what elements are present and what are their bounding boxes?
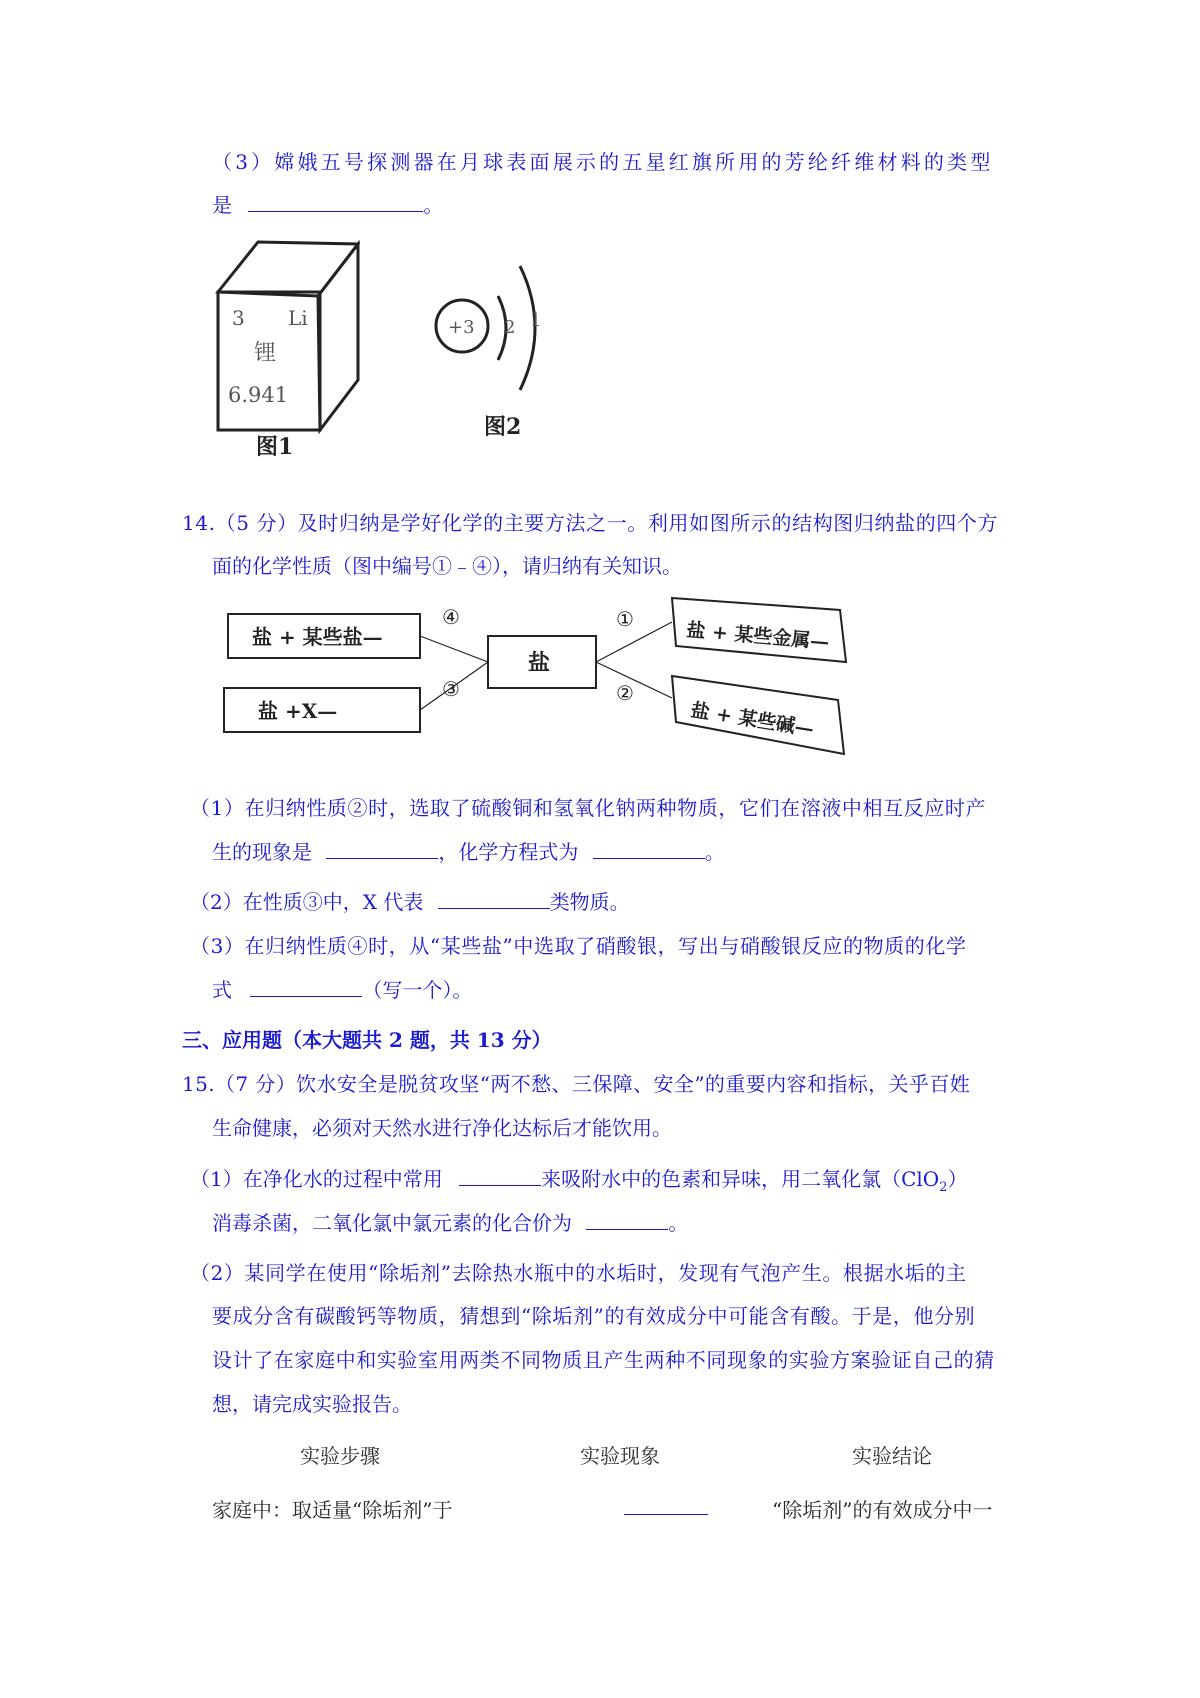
q13-part3-line1: （3）嫦娥五号探测器在月球表面展示的五星红旗所用的芳纶纤维材料的类型: [212, 150, 994, 174]
answer-blank[interactable]: [326, 838, 438, 859]
answer-blank[interactable]: [586, 1209, 668, 1230]
figure2-atom-structure: [420, 256, 550, 446]
table-row1-conclusion: “除垢剂”的有效成分中一: [772, 1498, 993, 1522]
answer-blank[interactable]: [624, 1494, 708, 1515]
shell2-electrons: 1: [530, 310, 542, 331]
q15-line2: 生命健康，必须对天然水进行净化达标后才能饮用。: [212, 1116, 672, 1140]
q13-part3-line2: [212, 189, 443, 218]
q15-part1-text-b: 来吸附水中的色素和异味，用二氧化氯（ClO: [541, 1167, 940, 1191]
figure2-caption: 图2: [484, 414, 522, 440]
salt-properties-diagram: [220, 592, 860, 766]
answer-blank[interactable]: [459, 1165, 541, 1186]
q14-part2-text-a: （2）在性质③中，X 代表: [190, 890, 424, 914]
table-row1-phenomenon: [624, 1494, 708, 1520]
q15-part2-line2: 要成分含有碳酸钙等物质，猜想到“除垢剂”的有效成分中可能含有酸。于是，他分别: [212, 1304, 976, 1328]
q15-part2-line1: （2）某同学在使用“除垢剂”去除热水瓶中的水垢时，发现有气泡产生。根据水垢的主: [190, 1261, 967, 1285]
q15-part1-text-a: （1）在净化水的过程中常用: [190, 1167, 443, 1191]
element-symbol: Li: [288, 306, 308, 330]
label-property-1: ①: [616, 607, 634, 631]
label-property-4: ④: [442, 605, 460, 629]
nucleus-charge: +3: [448, 317, 475, 338]
q14-part1-line1: （1）在归纳性质②时，选取了硫酸铜和氢氧化钠两种物质，它们在溶液中相互反应时产: [190, 796, 987, 820]
q14-part3-text-b: （写一个）。: [362, 978, 473, 1002]
table-row1-step: 家庭中：取适量“除垢剂”于: [212, 1498, 453, 1522]
q15-part2-line4: 想，请完成实验报告。: [212, 1392, 412, 1416]
element-name: 锂: [254, 341, 277, 366]
shell1-electrons: 2: [504, 317, 516, 338]
q14-part2: [190, 886, 630, 915]
q15-line1: 15.（7 分）饮水安全是脱贫攻坚“两不愁、三保障、安全”的重要内容和指标，关乎百姓: [182, 1072, 971, 1096]
answer-blank[interactable]: [248, 191, 423, 212]
q15-part1-text-d: 消毒杀菌，二氧化氯中氯元素的化合价为: [212, 1211, 572, 1235]
table-header-phenomenon: 实验现象: [580, 1444, 660, 1468]
table-header-conclusion: 实验结论: [852, 1444, 932, 1468]
label-salt-center: 盐: [528, 650, 551, 676]
figure1-lithium-cube: [210, 232, 360, 462]
table-header-step: 实验步骤: [300, 1444, 380, 1468]
q15-part1-text-c: ）: [947, 1167, 968, 1191]
answer-blank[interactable]: [438, 888, 550, 909]
q14-part1-text-c: 。: [704, 840, 725, 864]
label-salt-plus-base: 盐 + 某些碱—: [689, 699, 816, 741]
q15-part1-subscript: 2: [939, 1180, 948, 1195]
label-salt-plus-metal: 盐 + 某些金属—: [685, 619, 831, 654]
label-property-3: ③: [442, 677, 460, 701]
q13-part3-suffix: 。: [423, 193, 444, 217]
q14-part3-line2: [212, 974, 472, 1003]
answer-blank[interactable]: [593, 838, 705, 859]
q14-part1-line2: [212, 836, 725, 865]
q14-part1-text-b: ，化学方程式为: [438, 840, 579, 864]
q15-part1-line2: [212, 1207, 688, 1236]
atomic-mass: 6.941: [228, 383, 289, 407]
label-salt-plus-x: 盐 +X—: [258, 699, 338, 723]
label-property-2: ②: [616, 681, 634, 705]
q14-line1: 14.（5 分）及时归纳是学好化学的主要方法之一。利用如图所示的结构图归纳盐的四个方: [182, 511, 999, 535]
figure1-caption: 图1: [256, 434, 294, 460]
q15-part1-line1: [190, 1163, 967, 1195]
q14-line2: 面的化学性质（图中编号①﹣④），请归纳有关知识。: [212, 554, 682, 578]
atomic-number: 3: [232, 306, 245, 330]
q14-part2-text-b: 类物质。: [549, 890, 630, 914]
q15-part1-text-e: 。: [668, 1211, 689, 1235]
answer-blank[interactable]: [250, 976, 362, 997]
label-salt-plus-salt: 盐 + 某些盐—: [252, 625, 383, 649]
q14-part3-line1: （3）在归纳性质④时，从“某些盐”中选取了硝酸银，写出与硝酸银反应的物质的化学: [190, 934, 967, 958]
section3-title: 三、应用题（本大题共 2 题，共 13 分）: [182, 1028, 552, 1052]
q13-part3-prefix: 是: [212, 193, 232, 217]
q14-part3-text-a: 式: [212, 978, 232, 1002]
q15-part2-line3: 设计了在家庭中和实验室用两类不同物质且产生两种不同现象的实验方案验证自己的猜: [212, 1348, 995, 1372]
q14-part1-text-a: 生的现象是: [212, 840, 312, 864]
